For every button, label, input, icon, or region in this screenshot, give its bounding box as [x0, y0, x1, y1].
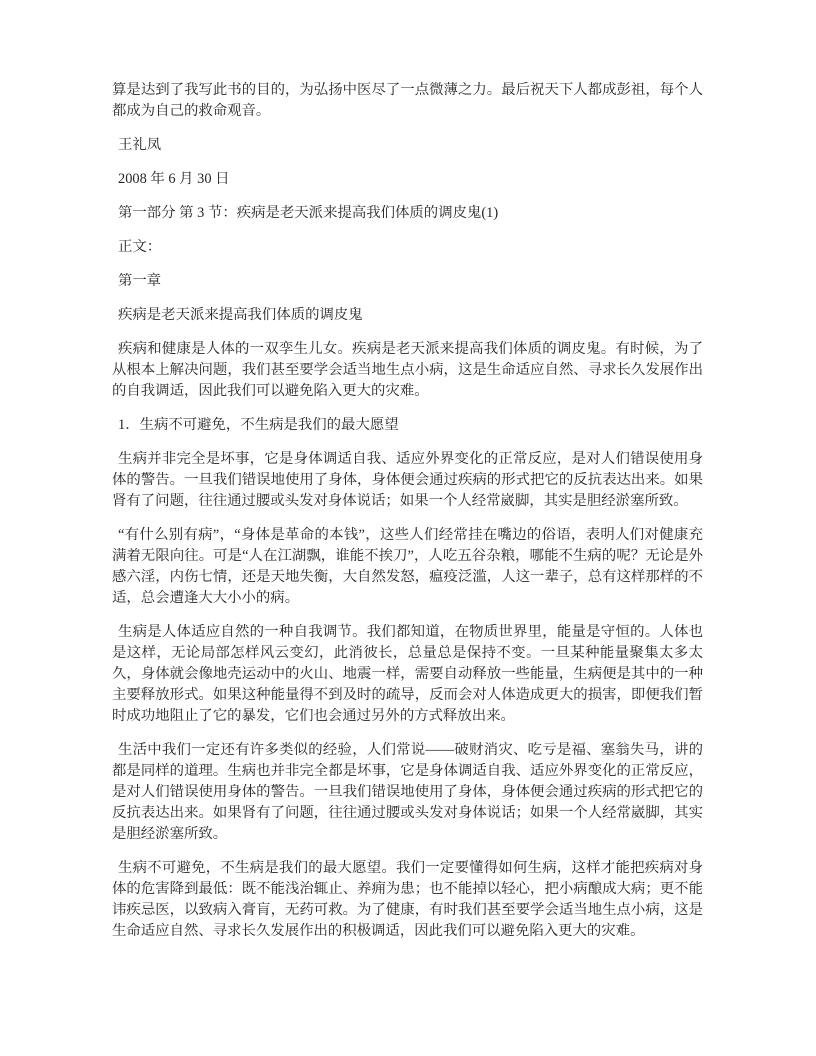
- paragraph: 生病是人体适应自然的一种自我调节。我们都知道，在物质世界里，能量是守恒的。人体也是这样，无论局部怎样风云变幻，此消彼长，总量总是保持不变。一旦某种能量聚集太多太久，身体就会像地壳运动中的火山、地震一样，需要自动释放一些能量，生病便是其中的一种主要释放形式。如果这种能量得不到及时的疏导，反而会对人体造成更大的损害，即便我们暂时成功地阻止了它的暴发，它们也会通过另外的方式释放出来。: [112, 624, 703, 724]
- paragraph: 生活中我们一定还有许多类似的经验，人们常说——破财消灾、吃亏是福、塞翁失马，讲的都是同样的道理。生病也并非完全都是坏事，它是身体调适自我、适应外界变化的正常反应，是对人们错误使用身体的警告。一旦我们错误地使用了身体，身体便会通过疾病的形式把它的反抗表达出来。如果肾有了问题，往往通过腰或头发对身体说话；如果一个人经常崴脚，其实是胆经淤塞所致。: [112, 742, 703, 842]
- chapter-title: 疾病是老天派来提高我们体质的调皮鬼: [118, 307, 363, 323]
- author-signature: 王礼凤: [118, 137, 162, 153]
- paragraph: 生病不可避免，不生病是我们的最大愿望。我们一定要懂得如何生病，这样才能把疾病对身体的危害降到最低：既不能浅治辄止、养痈为患；也不能掉以轻心，把小病酿成大病；更不能讳疾忌医，以致病入膏肓，无药可救。为了健康，有时我们甚至要学会适当地生点小病，这是生命适应自然、寻求长久发展作出的积极调适，因此我们可以避免陷入更大的灾难。: [112, 860, 703, 939]
- chapter-number: 第一章: [118, 273, 162, 289]
- paragraph: “有什么别有病”，“身体是革命的本钱”，这些人们经常挂在嘴边的俗语，表明人们对健康充满着无限向往。可是“人在江湖飘，谁能不挨刀”，人吃五谷杂粮，哪能不生病的呢？无论是外感六淫，内伤七情，还是天地失衡，大自然发怒，瘟疫泛滥，人这一辈子，总有这样那样的不适，总会遭逢大大小小的病。: [112, 527, 703, 606]
- body-label: 正文：: [118, 239, 162, 255]
- paragraph-continued: 算是达到了我写此书的目的，为弘扬中医尽了一点微薄之力。最后祝天下人都成彭祖，每个人都成为自己的救命观音。: [112, 82, 703, 119]
- subheading: 1．生病不可避免，不生病是我们的最大愿望: [118, 417, 399, 433]
- paragraph: 疾病和健康是人体的一双孪生儿女。疾病是老天派来提高我们体质的调皮鬼。有时候，为了从根本上解决问题，我们甚至要学会适当地生点小病，这是生命适应自然、寻求长久发展作出的自我调适，因此我们可以避免陷入更大的灾难。: [112, 341, 703, 399]
- section-title: 第一部分 第 3 节：疾病是老天派来提高我们体质的调皮鬼(1): [118, 205, 499, 221]
- paragraph: 生病并非完全是坏事，它是身体调适自我、适应外界变化的正常反应，是对人们错误使用身体的警告。一旦我们错误地使用了身体，身体便会通过疾病的形式把它的反抗表达出来。如果肾有了问题，往往通过腰或头发对身体说话；如果一个人经常崴脚，其实是胆经淤塞所致。: [112, 451, 703, 509]
- date-line: 2008 年 6 月 30 日: [118, 171, 230, 187]
- document-text-column: [112, 80, 703, 955]
